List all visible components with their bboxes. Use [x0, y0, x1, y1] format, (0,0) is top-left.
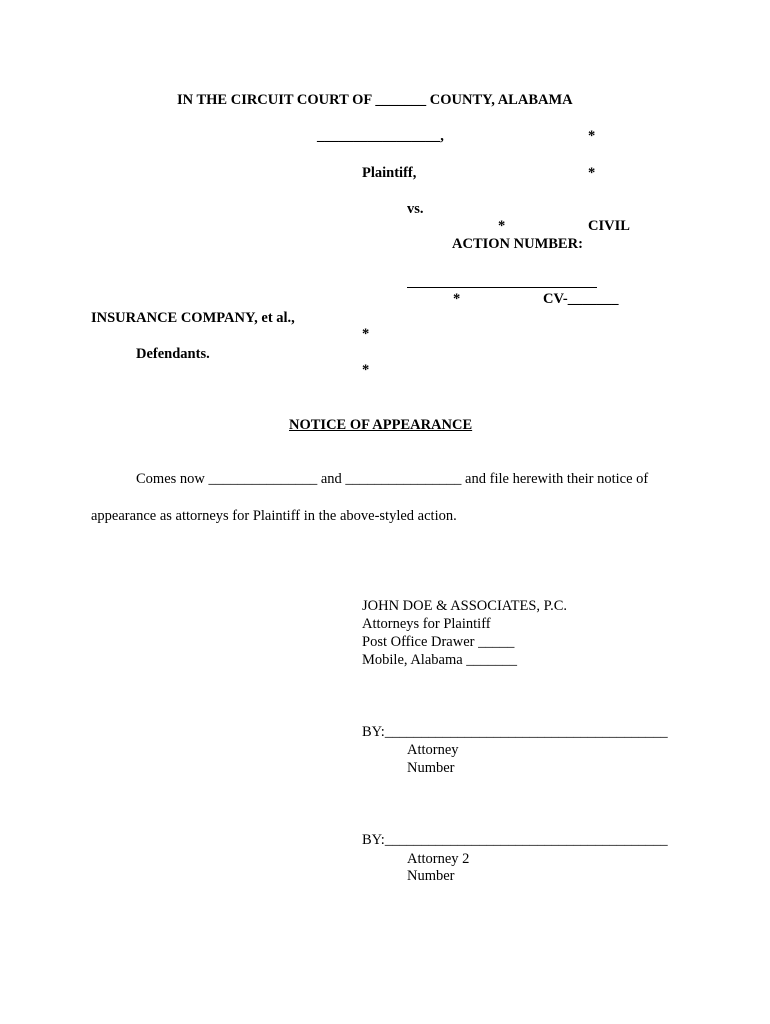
vs-label: vs.	[407, 201, 424, 217]
defendant-name: INSURANCE COMPANY, et al.,	[91, 310, 295, 326]
signature-attorney: Attorney	[407, 742, 459, 758]
caption-star: *	[453, 291, 461, 307]
caption-star: *	[498, 218, 506, 234]
court-heading: IN THE CIRCUIT COURT OF _______ COUNTY, ALABAMA	[177, 92, 573, 108]
plaintiff-label: Plaintiff,	[362, 165, 417, 181]
caption-star: *	[588, 165, 596, 181]
signature-attorney: Attorney 2	[407, 851, 470, 867]
notice-body-line1: Comes now _______________ and ________________ and file herewith their notice of	[136, 471, 649, 487]
notice-title: NOTICE OF APPEARANCE	[289, 417, 473, 433]
notice-body-line2: appearance as attorneys for Plaintiff in the above-styled action.	[91, 508, 457, 524]
plaintiff-name-blank: _________________,	[317, 128, 444, 144]
signature-line: BY:_______________________________________	[362, 724, 668, 740]
caption-star: *	[588, 128, 596, 144]
signature-line: BY:_______________________________________	[362, 832, 668, 848]
civil-label: CIVIL	[588, 218, 630, 234]
defendants-label: Defendants.	[136, 346, 210, 362]
firm-address-line1: Post Office Drawer _____	[362, 634, 515, 650]
action-number-label: ACTION NUMBER:	[452, 236, 583, 252]
signature-number: Number	[407, 868, 455, 884]
firm-name: JOHN DOE & ASSOCIATES, P.C.	[362, 598, 568, 614]
caption-star: *	[362, 326, 370, 342]
firm-address-line2: Mobile, Alabama _______	[362, 652, 518, 668]
cv-number: CV-_______	[543, 291, 619, 307]
caption-star: *	[362, 362, 370, 378]
signature-number: Number	[407, 760, 455, 776]
action-number-rule	[407, 287, 597, 288]
firm-role: Attorneys for Plaintiff	[362, 616, 491, 632]
